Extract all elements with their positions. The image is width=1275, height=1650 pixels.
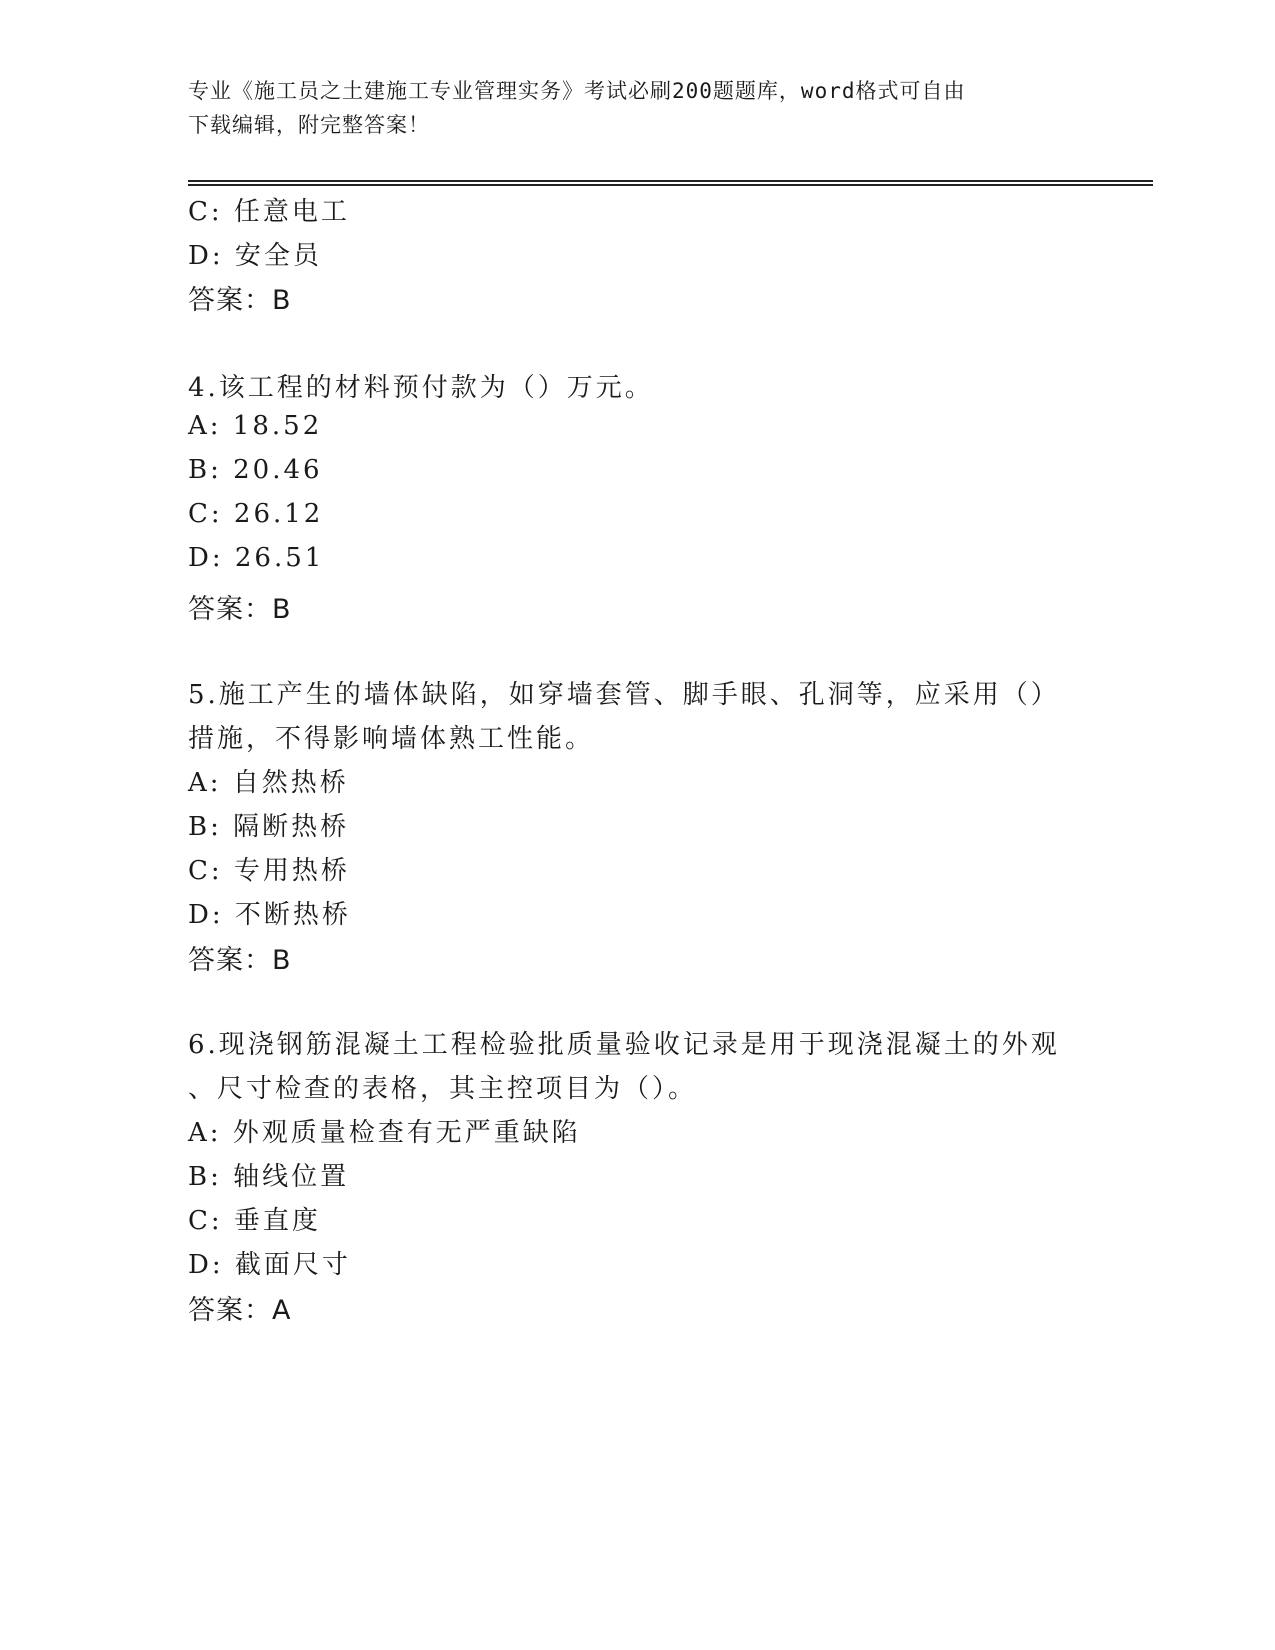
q3-answer: 答案：B — [188, 285, 292, 316]
q4-option-a: A: 18.52 — [188, 411, 323, 441]
q6-question-line-1: 6.现浇钢筋混凝土工程检验批质量验收记录是用于现浇混凝土的外观 — [188, 1030, 1060, 1060]
q5-option-d: D: 不断热桥 — [188, 900, 351, 930]
q5-option-b: B: 隔断热桥 — [188, 812, 350, 842]
header-line-1: 专业《施工员之土建施工专业管理实务》考试必刷200题题库，word格式可自由 — [188, 79, 966, 103]
q4-option-d: D: 26.51 — [188, 543, 325, 573]
q6-option-a: A: 外观质量检查有无严重缺陷 — [188, 1118, 581, 1148]
q3-option-d: D: 安全员 — [188, 241, 322, 271]
q5-question-line-1: 5.施工产生的墙体缺陷，如穿墙套管、脚手眼、孔洞等，应采用（） — [188, 680, 1060, 710]
q3-option-c: C: 任意电工 — [188, 197, 350, 227]
q6-option-d: D: 截面尺寸 — [188, 1250, 351, 1280]
q4-answer: 答案：B — [188, 594, 292, 625]
header-divider-bottom — [188, 184, 1153, 186]
q6-answer: 答案：A — [188, 1295, 292, 1326]
q4-option-c: C: 26.12 — [188, 499, 324, 529]
header-line-2: 下载编辑，附完整答案！ — [188, 113, 430, 137]
q5-option-c: C: 专用热桥 — [188, 856, 350, 886]
q5-question-line-2: 措施，不得影响墙体熟工性能。 — [188, 724, 595, 754]
q4-question: 4.该工程的材料预付款为（）万元。 — [188, 373, 654, 403]
q4-option-b: B: 20.46 — [188, 455, 323, 485]
document-header — [188, 74, 1088, 142]
q5-option-a: A: 自然热桥 — [188, 768, 349, 798]
q6-option-c: C: 垂直度 — [188, 1206, 321, 1236]
q5-answer: 答案：B — [188, 945, 292, 976]
q6-question-line-2: 、尺寸检查的表格，其主控项目为（）。 — [188, 1074, 698, 1104]
q6-option-b: B: 轴线位置 — [188, 1162, 350, 1192]
header-divider-top — [188, 180, 1153, 182]
